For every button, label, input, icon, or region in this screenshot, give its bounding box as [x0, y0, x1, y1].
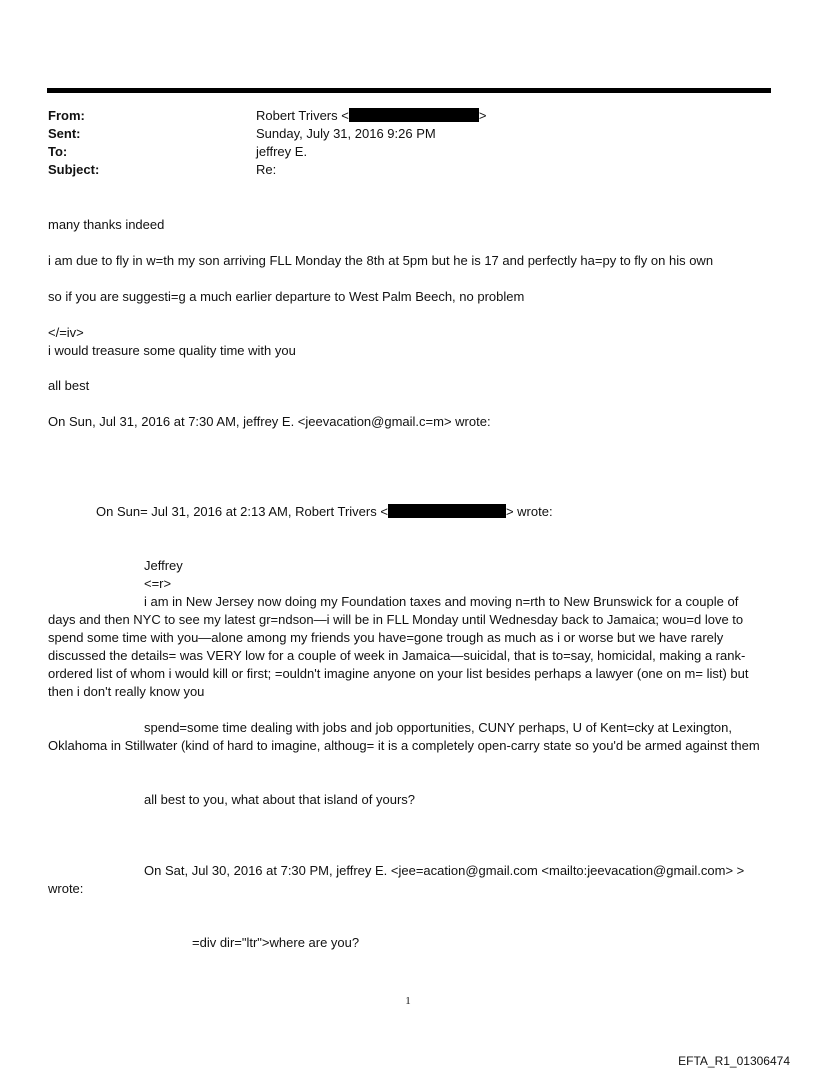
to-value: jeffrey E. — [256, 144, 308, 159]
paragraph-text: Oklahoma in Stillwater (kind of hard to imagine, althoug= it is a completely open-carry state so you'd be armed against them — [48, 738, 760, 753]
quote-header-text: On Sun= Jul 31, 2016 at 2:13 AM, Robert Trivers < — [96, 504, 388, 519]
email-header — [48, 107, 486, 179]
sent-value: Sunday, July 31, 2016 9:26 PM — [256, 126, 436, 141]
paragraph — [48, 719, 768, 755]
to-label: To: — [48, 144, 68, 159]
from-name: Robert Trivers < — [256, 108, 349, 123]
from-close: > — [478, 108, 487, 123]
header-rule — [47, 88, 771, 93]
body-line: i would treasure some quality time with you — [48, 343, 296, 358]
body-line: so if you are suggesti=g a much earlier departure to West Palm Beech, no problem — [48, 289, 525, 304]
sent-row — [48, 125, 486, 143]
body-line: <=r> — [144, 576, 172, 591]
subject-value: Re: — [256, 162, 277, 177]
from-value — [256, 107, 486, 125]
to-row — [48, 143, 486, 161]
paragraph-first-line: spend=some time dealing with jobs and job opportunities, CUNY perhaps, U of Kent=cky at Lexington, — [144, 720, 732, 735]
paragraph-text: days and then NYC to see my latest gr=ndson—i will be in FLL Monday until Wednesday back to Jamaica; wou=d love to spend some time with you—alone among my friends you have=gone trough as much as i or worse but we have rarely discussed the details= was VERY low for a couple of week in Jamaica—suicidal, that is to=say, homicidal, making a rank-ordered list of whom i would kill or first; =ouldn't imagine anyone on your list besides perhaps a lawyer (one on m= list) but then i don't really know you — [48, 612, 749, 699]
document-id: EFTA_R1_01306474 — [678, 1054, 790, 1068]
paragraph-first-line: i am in New Jersey now doing my Foundation taxes and moving n=rth to New Brunswick for a couple of — [144, 594, 739, 609]
redaction-box — [349, 108, 479, 122]
quote-header-text: > wrote: — [505, 504, 553, 519]
salutation: Jeffrey — [144, 558, 183, 573]
quote-header: On Sun, Jul 31, 2016 at 7:30 AM, jeffrey E. <jeevacation@gmail.c=m> wrote: — [48, 414, 491, 429]
subject-row — [48, 161, 486, 179]
paragraph — [48, 593, 768, 701]
body-line: i am due to fly in w=th my son arriving FLL Monday the 8th at 5pm but he is 17 and perfectly ha=py to fly on his own — [48, 253, 714, 268]
body-line: </=iv> — [48, 325, 84, 340]
body-line: all best — [48, 378, 90, 393]
subject-label: Subject: — [48, 162, 100, 177]
body-line: many thanks indeed — [48, 217, 165, 232]
from-row — [48, 107, 486, 125]
quote-header: On Sat, Jul 30, 2016 at 7:30 PM, jeffrey E. <jee=acation@gmail.com <mailto:jeevacation@gmail.com> > — [144, 863, 745, 878]
page-number: 1 — [405, 995, 411, 1007]
sent-label: Sent: — [48, 126, 81, 141]
from-label: From: — [48, 108, 85, 123]
quote-header — [96, 503, 816, 521]
body-line: all best to you, what about that island of yours? — [144, 792, 416, 807]
body-line: =div dir="ltr">where are you? — [192, 935, 360, 950]
redaction-box — [388, 504, 506, 518]
quote-header: wrote: — [48, 881, 84, 896]
